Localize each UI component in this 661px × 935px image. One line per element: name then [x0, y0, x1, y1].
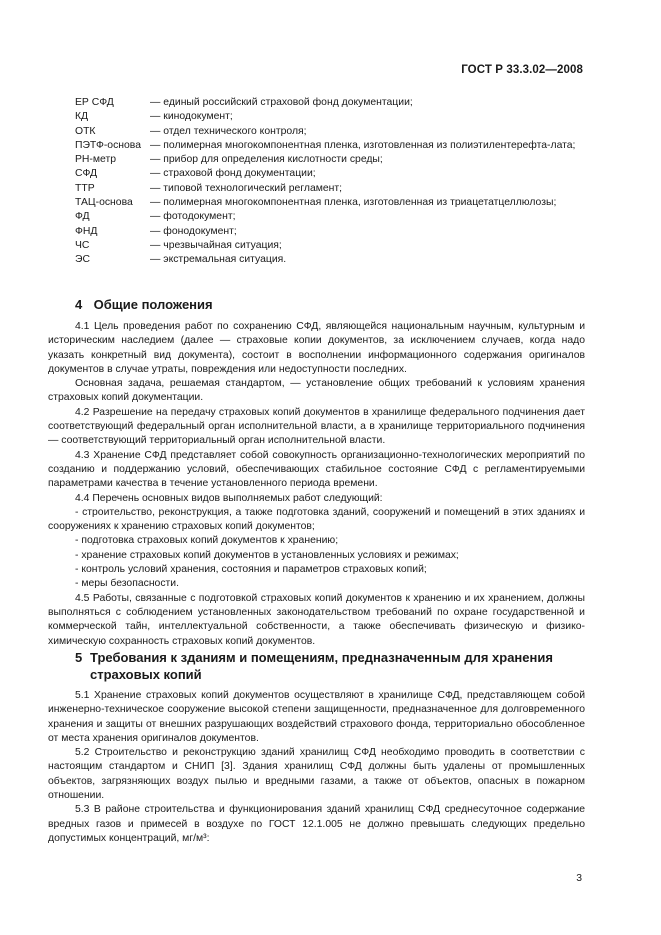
abbreviation-term: ЕР СФД	[75, 97, 114, 108]
paragraph: 4.5 Работы, связанные с подготовкой страховых копий документов к хранению и их хранением, должны выполняться с соблюдением установленных законодательством требований по охране государственной и коммерческой тайн, интеллектуальной собственности, а также обеспечивать физическую и физико-химическую сохранность страховых копий документов.	[48, 592, 585, 647]
section-title-line2: страховых копий	[90, 667, 202, 682]
abbreviation-definition: — прибор для определения кислотности среды;	[150, 154, 383, 166]
abbreviation-term: ФНД	[75, 225, 98, 237]
abbreviation-row	[75, 167, 585, 181]
section-title-line1: Требования к зданиям и помещениям, предназначенным для хранения	[90, 650, 553, 665]
abbreviation-row	[75, 182, 585, 196]
document-code-header: ГОСТ Р 33.3.02—2008	[461, 64, 583, 76]
abbreviation-term: ЭС	[75, 254, 90, 266]
paragraph: 4.3 Хранение СФД представляет собой совокупность организационно-технологических мероприятий по созданию и поддержанию условий, обеспечивающих стабильное состояние СФД с регламентируемыми параметрами качества в течение установленного периода времени.	[48, 449, 585, 490]
abbreviation-row	[75, 225, 585, 239]
abbreviation-row	[75, 253, 585, 267]
page-number: 3	[576, 873, 582, 884]
section-number: 5	[75, 650, 83, 665]
abbreviation-term: ЧС	[75, 239, 90, 251]
abbreviation-row	[75, 210, 585, 224]
list-item: - контроль условий хранения, состояния и параметров страховых копий;	[75, 564, 427, 576]
section-title: Общие положения	[93, 297, 213, 312]
section-4-body	[48, 320, 585, 649]
abbreviation-row	[75, 153, 585, 167]
abbreviation-term: СФД	[75, 168, 98, 180]
list-item: - строительство, реконструкция, а также подготовка зданий, сооружений и помещений в этих зданиях и сооружениях к хранению страховых копий документов;	[48, 506, 585, 533]
abbreviation-term: КД	[75, 111, 89, 123]
paragraph: 5.2 Строительство и реконструкцию зданий хранилищ СФД необходимо проводить в соответствии с настоящим стандартом и СНИП [3]. Здания хранилищ СФД должны быть удалены от промышленных объектов, загрязняющих воздух пылью и вредными газами, а также от объектов, опасных в пожарном отношении.	[48, 747, 585, 802]
section-number: 4	[75, 297, 83, 312]
paragraph: 4.1 Цель проведения работ по сохранению СФД, являющейся национальным научным, культурным и историческим наследием (далее — страховые копии документов, за исключением случаев, когда надо указать конкретный вид документа), состоит в восполнении информационного содержания оригиналов документов в случае утраты, повреждения или недоступности последних.	[48, 321, 585, 375]
list-item: - подготовка страховых копий документов к хранению;	[75, 535, 339, 547]
abbreviation-definition: — чрезвычайная ситуация;	[150, 239, 282, 251]
abbreviation-row	[75, 196, 585, 210]
abbreviation-definition: — единый российский страховой фонд документации;	[150, 97, 413, 108]
abbreviation-definition: — типовой технологический регламент;	[150, 182, 343, 194]
list-item: - хранение страховых копий документов в установленных условиях и режимах;	[75, 549, 459, 561]
abbreviation-term: РН-метр	[75, 154, 117, 166]
abbreviations-list	[75, 96, 585, 268]
abbreviation-term: ТТР	[75, 182, 95, 194]
abbreviation-row	[75, 139, 585, 153]
abbreviation-definition: — фотодокумент;	[150, 211, 236, 223]
abbreviation-definition: — фонодокумент;	[150, 225, 237, 237]
paragraph: Основная задача, решаемая стандартом, — установление общих требований к условиям хранения страховых копий документации.	[48, 378, 585, 404]
abbreviation-term: ТАЦ-основа	[75, 197, 133, 209]
paragraph: 4.2 Разрешение на передачу страховых копий документов в хранилище федерального подчинения дает соответствующий федеральный орган исполнительной власти, а в хранилище территориального подчинения — соответствующий территориальный орган исполнительной власти.	[48, 406, 585, 447]
list-item: - меры безопасности.	[75, 578, 179, 590]
section-4-heading	[75, 297, 213, 312]
abbreviation-row	[75, 110, 585, 124]
abbreviation-term: ПЭТФ-основа	[75, 139, 141, 151]
paragraph: 4.4 Перечень основных видов выполняемых работ следующий:	[75, 492, 383, 504]
abbreviation-term: ОТК	[75, 125, 96, 137]
abbreviation-row	[75, 239, 585, 253]
section-5-heading	[75, 649, 585, 683]
paragraph: 5.3 В районе строительства и функционирования зданий хранилищ СФД среднесуточное содержание вредных газов и примесей в воздухе по ГОСТ 12.1.005 не должно превышать следующих предельно допустимых концентраций, мг/м³:	[48, 804, 585, 844]
abbreviation-definition: — полимерная многокомпонентная пленка, изготовленная из триацетатцеллюлозы;	[150, 197, 557, 209]
abbreviation-row	[75, 96, 585, 110]
abbreviation-row	[75, 125, 585, 139]
abbreviation-term: ФД	[75, 211, 90, 223]
abbreviation-definition: — страховой фонд документации;	[150, 168, 316, 180]
section-5-body	[48, 689, 585, 846]
abbreviation-definition: — полимерная многокомпонентная пленка, изготовленная из полиэтилентерефта-лата;	[150, 139, 576, 151]
abbreviation-definition: — отдел технического контроля;	[150, 125, 307, 137]
abbreviation-definition: — экстремальная ситуация.	[150, 254, 287, 266]
paragraph: 5.1 Хранение страховых копий документов осуществляют в хранилище СФД, представляющем собой инженерно-техническое сооружение высокой степени защищенности, предназначенное для долговременного хранения и защиты от внешних разрушающих воздействий страхового фонда, территориально обособленное от места хранения оригиналов документов.	[48, 690, 585, 744]
abbreviation-definition: — кинодокумент;	[150, 111, 233, 123]
